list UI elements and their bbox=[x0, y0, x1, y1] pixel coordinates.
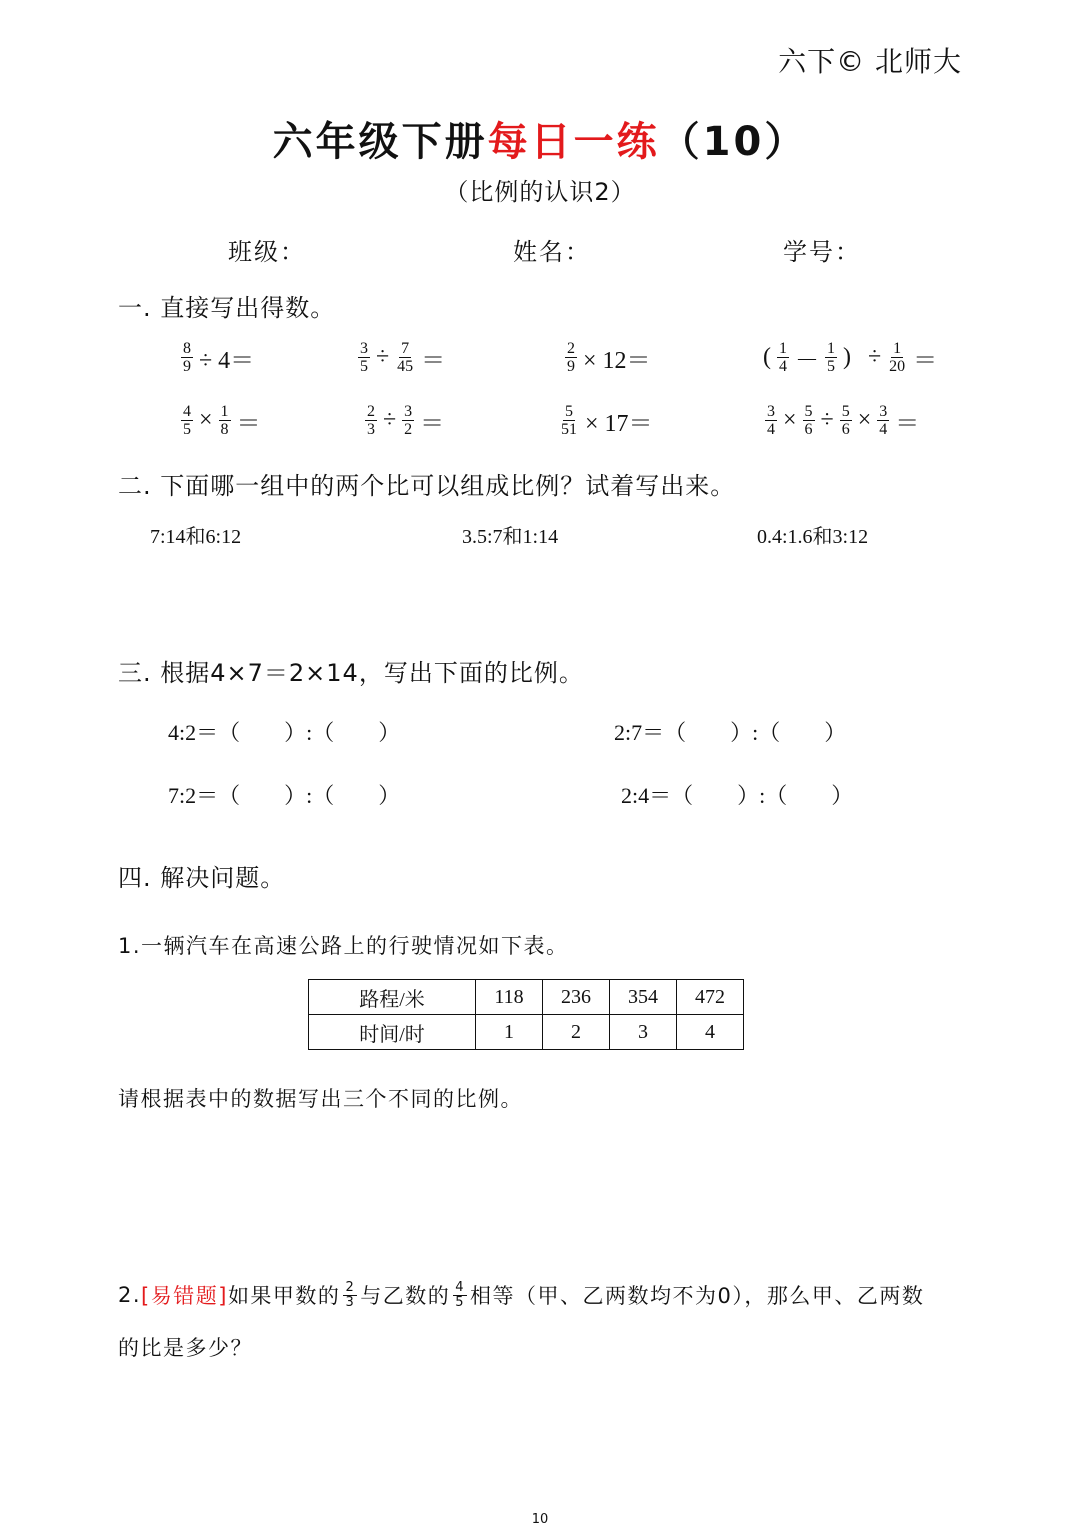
proportion-blank-3: 7:2＝（ ）:（ ） bbox=[168, 783, 401, 808]
problem1-question: 请根据表中的数据写出三个不同的比例。 bbox=[118, 1087, 523, 1111]
fraction: $\frac{2}{3}$ bbox=[345, 1279, 356, 1310]
section1-heading: 一. 直接写出得数。 bbox=[118, 294, 336, 322]
calc-2c: $\frac{5}{51}$ × 17＝ bbox=[561, 403, 653, 438]
fraction: $\frac{5}{6}$ bbox=[804, 403, 813, 438]
calc-2d: $\frac{3}{4}$ × $\frac{5}{6}$ ÷ $\frac{5}{6}$ × $\frac{3}{4}$ ＝ bbox=[767, 403, 920, 438]
error-prone-tag: [易错题] bbox=[141, 1284, 228, 1308]
fraction: $\frac{4}{5}$ bbox=[183, 403, 191, 438]
calc-1a: $\frac{8}{9}$ ÷ 4＝ bbox=[183, 340, 255, 375]
fraction: $\frac{1}{20}$ bbox=[889, 340, 906, 375]
ratio-pair-2: 3.5:7和1:14 bbox=[462, 526, 559, 548]
table-cell: 3 bbox=[610, 1015, 677, 1050]
table-cell: 354 bbox=[610, 980, 677, 1015]
fraction: $\frac{1}{8}$ bbox=[220, 403, 229, 438]
title-suffix: （10） bbox=[659, 119, 808, 165]
fraction: $\frac{3}{2}$ bbox=[404, 403, 413, 438]
fraction: $\frac{5}{51}$ bbox=[561, 403, 577, 438]
table-row bbox=[309, 980, 744, 1015]
calc-2b: $\frac{2}{3}$ ÷ $\frac{3}{2}$ ＝ bbox=[367, 403, 445, 438]
problem1-text: 1.一辆汽车在高速公路上的行驶情况如下表。 bbox=[118, 934, 569, 958]
title-highlight: 每日一练 bbox=[487, 119, 660, 165]
page-title bbox=[0, 110, 1080, 167]
fraction: $\frac{3}{5}$ bbox=[360, 340, 368, 375]
problem2-text-line2: 的比是多少？ bbox=[118, 1336, 253, 1360]
ratio-pair-1: 7:14和6:12 bbox=[150, 526, 242, 548]
edition-label: 六下© 北师大 bbox=[778, 45, 962, 78]
fraction: $\frac{7}{45}$ bbox=[397, 340, 414, 375]
table-cell: 118 bbox=[476, 980, 543, 1015]
name-field-label: 姓名： bbox=[513, 238, 591, 266]
section2-heading: 二. 下面哪一组中的两个比可以组成比例？试着写出来。 bbox=[118, 472, 736, 500]
fraction: $\frac{5}{6}$ bbox=[841, 403, 850, 438]
fraction: $\frac{2}{3}$ bbox=[367, 403, 375, 438]
table-cell: 236 bbox=[543, 980, 610, 1015]
calc-1c: $\frac{2}{9}$ × 12＝ bbox=[567, 340, 651, 375]
proportion-blank-2: 2:7＝（ ）:（ ） bbox=[614, 720, 847, 745]
class-field-label: 班级： bbox=[228, 238, 306, 266]
fraction: $\frac{4}{5}$ bbox=[455, 1279, 465, 1310]
page-subtitle: （比例的认识2） bbox=[444, 178, 636, 206]
fraction: $\frac{3}{4}$ bbox=[879, 403, 888, 438]
title-prefix: 六年级下册 bbox=[272, 119, 488, 165]
fraction: $\frac{8}{9}$ bbox=[183, 340, 191, 375]
table-cell: 472 bbox=[677, 980, 744, 1015]
table-cell: 4 bbox=[677, 1015, 744, 1050]
fraction: $\frac{3}{4}$ bbox=[767, 403, 775, 438]
number-field-label: 学号： bbox=[783, 238, 861, 266]
proportion-blank-1: 4:2＝（ ）:（ ） bbox=[168, 720, 401, 745]
table-cell: 1 bbox=[476, 1015, 543, 1050]
table-row bbox=[309, 1015, 744, 1050]
problem2-text: 2. [易错题] 如果甲数的 $\frac{2}{3}$ 与乙数的 $\frac{4}{5}$ 相等（甲、乙两数均不为0），那么甲、乙两数 bbox=[118, 1279, 925, 1310]
ratio-pair-3: 0.4:1.6和3:12 bbox=[757, 526, 869, 548]
table-cell: 2 bbox=[543, 1015, 610, 1050]
fraction: $\frac{1}{5}$ bbox=[827, 340, 835, 375]
page-number: 10 bbox=[531, 1512, 549, 1527]
proportion-blank-4: 2:4＝（ ）:（ ） bbox=[621, 783, 854, 808]
section3-heading: 三. 根据4×7＝2×14，写出下面的比例。 bbox=[118, 659, 584, 687]
section4-heading: 四. 解决问题。 bbox=[118, 864, 286, 892]
row-label: 路程/米 bbox=[309, 980, 476, 1015]
travel-data-table bbox=[308, 979, 744, 1050]
fraction: $\frac{1}{4}$ bbox=[779, 340, 787, 375]
row-label: 时间/时 bbox=[309, 1015, 476, 1050]
fraction: $\frac{2}{9}$ bbox=[567, 340, 575, 375]
calc-2a: $\frac{4}{5}$ × $\frac{1}{8}$ ＝ bbox=[183, 403, 261, 438]
calc-1b: $\frac{3}{5}$ ÷ $\frac{7}{45}$ ＝ bbox=[360, 340, 446, 375]
calc-1d: ( $\frac{1}{4}$ － $\frac{1}{5}$ ) ÷ $\frac{1}{20}$ ＝ bbox=[763, 340, 938, 375]
